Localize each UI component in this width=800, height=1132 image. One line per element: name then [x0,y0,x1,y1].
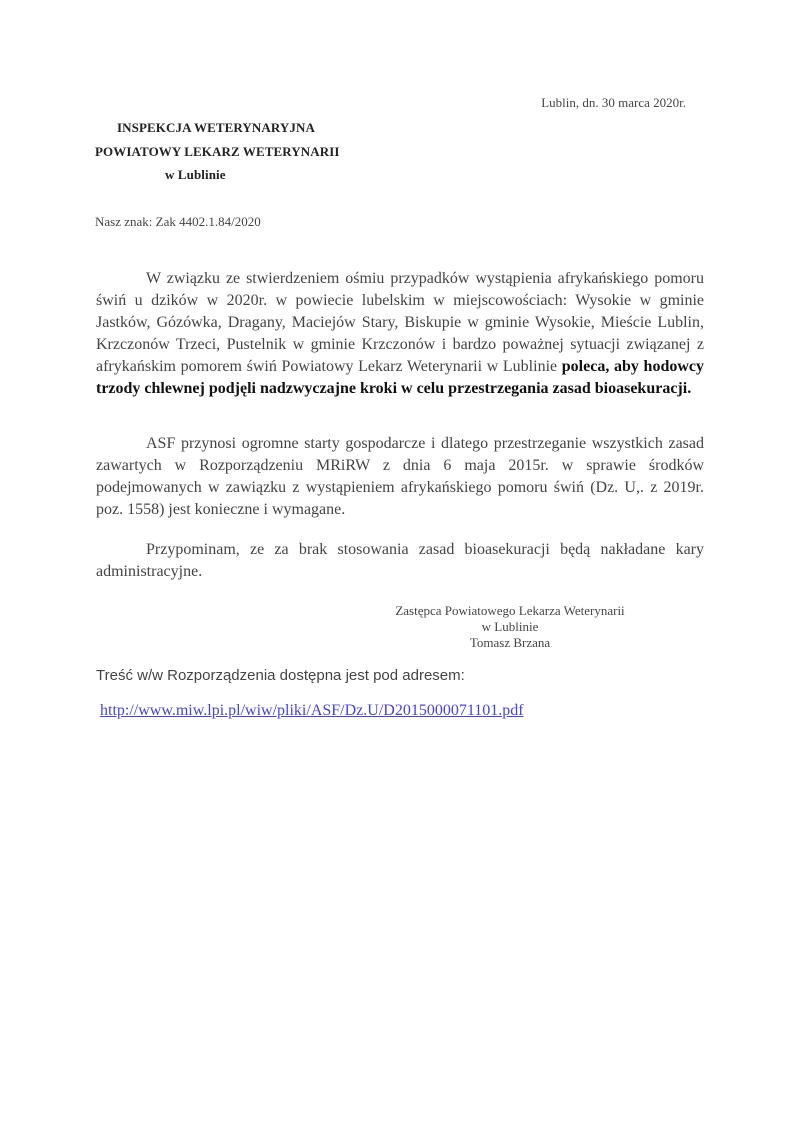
paragraph-3: Przypominam, ze za brak stosowania zasad bioasekuracji będą nakładane kary administracyjne. [96,541,704,580]
footer-note: Treść w/w Rozporządzenia dostępna jest pod adresem: [96,667,465,684]
paragraph-1 [96,268,704,400]
header-office: POWIATOWY LEKARZ WETERYNARII [95,144,340,159]
reference-number: Nasz znak: Zak 4402.1.84/2020 [95,214,261,229]
paragraph-2: ASF przynosi ogromne starty gospodarcze i dlatego przestrzeganie wszystkich zasad zawartych w Rozporządzeniu MRiRW z dnia 6 maja 2015r. w sprawie środków podejmowanych w zawiązku z wystąpieniem afrykańskiego pomoru świń (Dz. U,. z 2019r. poz. 1558) jest konieczne i wymagane. [96,435,704,518]
document-date: Lublin, dn. 30 marca 2020r. [541,95,686,110]
header-institution: INSPEKCJA WETERYNARYJNA [117,120,315,135]
regulation-link[interactable]: http://www.miw.lpi.pl/wiw/pliki/ASF/Dz.U/D2015000071101.pdf [100,702,524,719]
signature-title: Zastępca Powiatowego Lekarza Weterynarii [395,603,625,618]
paragraph-1-bold: poleca, aby hodowcy trzody chlewnej podjęli nadzwyczajne kroki w celu przestrzegania zasad bioasekuracji. [96,358,704,397]
signature-place: w Lublinie [481,619,539,634]
paragraph-1-text: W związku ze stwierdzeniem ośmiu przypadków wystąpienia afrykańskiego pomoru świń u dzików w 2020r. w powiecie lubelskim w miejscowościach: Wysokie w gminie Jastków, Gózówka, Dragany, Maciejów Stary, Biskupie w gminie Wysokie, Mieście Lublin, Krzczonów Trzeci, Pustelnik w gminie Krzczonów i bardzo poważnej sytuacji związanej z afrykańskim pomorem świń Powiatowy Lekarz Weterynarii w Lublinie [96,270,704,375]
signature-block [360,603,660,651]
signature-name: Tomasz Brzana [469,635,551,650]
header-city: w Lublinie [165,167,226,182]
